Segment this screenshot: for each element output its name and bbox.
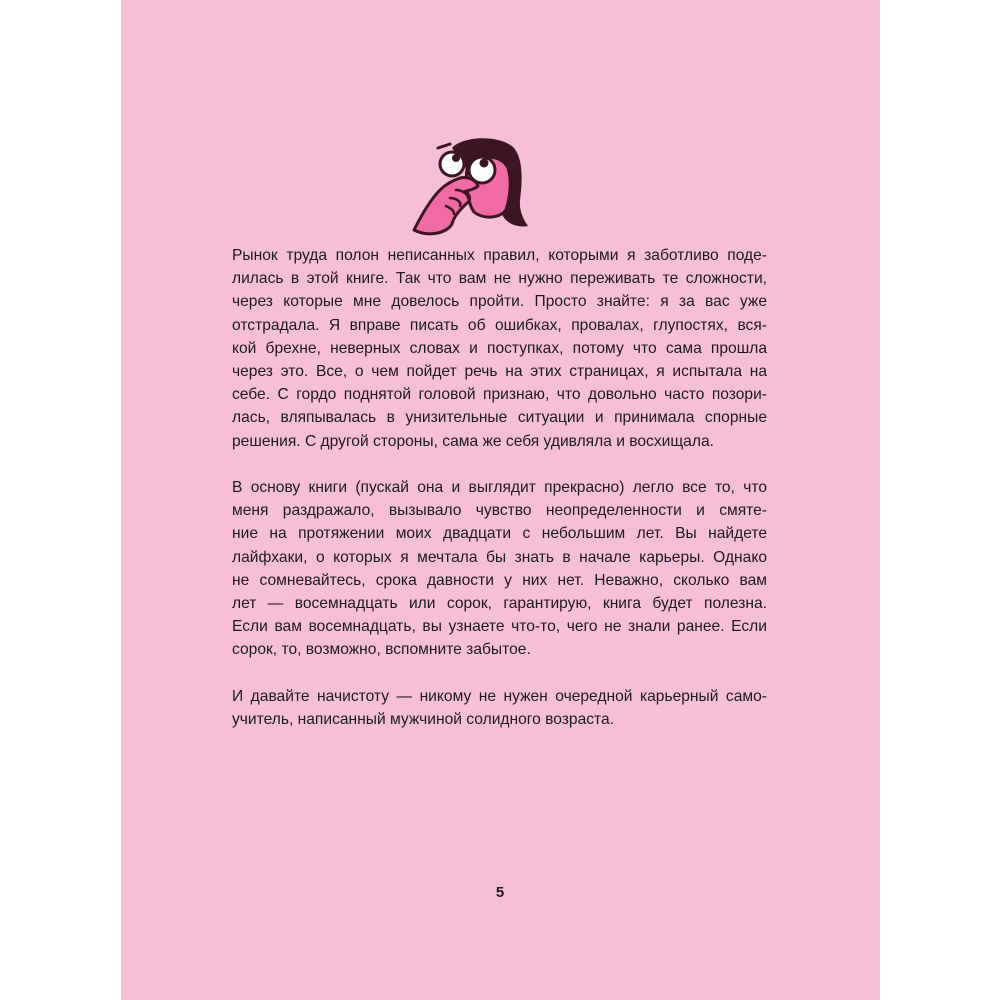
text-line: Если вам восемнадцать, вы узнаете что-то, чего не знали ранее. Если <box>232 618 767 636</box>
text-line: не сомневайтесь, срока давности у них нет. Неважно, сколько вам <box>232 571 767 589</box>
text-line: через которые мне довелось пройти. Просто знайте: я за вас уже <box>232 293 767 311</box>
text-line: себе. С гордо поднятой головой признаю, что довольно часто позори- <box>232 386 767 404</box>
text-line: через это. Все, о чем пойдет речь на этих страницах, я испытала на <box>232 363 767 381</box>
text-line: решения. С другой стороны, сама же себя удивляла и восхищала. <box>232 432 714 450</box>
text-line: ние на протяжении моих двадцати с небольшим лет. Вы найдете <box>232 525 767 543</box>
text-line: учитель, написанный мужчиной солидного возраста. <box>232 711 615 729</box>
paragraph-2 <box>232 476 767 662</box>
text-line: кой брехне, неверных словах и поступках, потому что сама прошла <box>232 339 767 357</box>
paragraph-1 <box>232 244 767 453</box>
text-line: лайфхаки, о которых я мечтала бы знать в начале карьеры. Однако <box>232 548 767 566</box>
text-line: лась, вляпывалась в унизительные ситуации и принимала спорные <box>232 409 767 427</box>
body-text <box>232 244 767 754</box>
text-line: В основу книги (пускай она и выглядит прекрасно) легло все то, что <box>232 479 767 497</box>
left-eye <box>440 152 464 176</box>
text-line: Рынок труда полон неписанных правил, которыми я заботливо поде- <box>232 247 767 264</box>
right-pupil <box>480 159 489 168</box>
text-line: меня раздражало, вызывало чувство неопределенности и смяте- <box>232 502 767 520</box>
text-line: сорок, то, возможно, вспомните забытое. <box>232 641 531 659</box>
text-line: лет — восемнадцать или сорок, гарантирую, книга будет полезна. <box>232 595 767 613</box>
text-line: отстрадала. Я вправе писать об ошибках, провалах, глупостях, вся- <box>232 316 767 334</box>
page-number: 5 <box>495 884 505 901</box>
text-line: лилась в этой книге. Так что вам не нужно переживать те сложности, <box>232 270 767 288</box>
text-line: И давайте начистоту — никому не нужен очередной карьерный само- <box>232 687 767 705</box>
left-pupil <box>452 154 460 162</box>
paragraph-3 <box>232 685 767 731</box>
thinking-woman-icon <box>410 134 530 240</box>
